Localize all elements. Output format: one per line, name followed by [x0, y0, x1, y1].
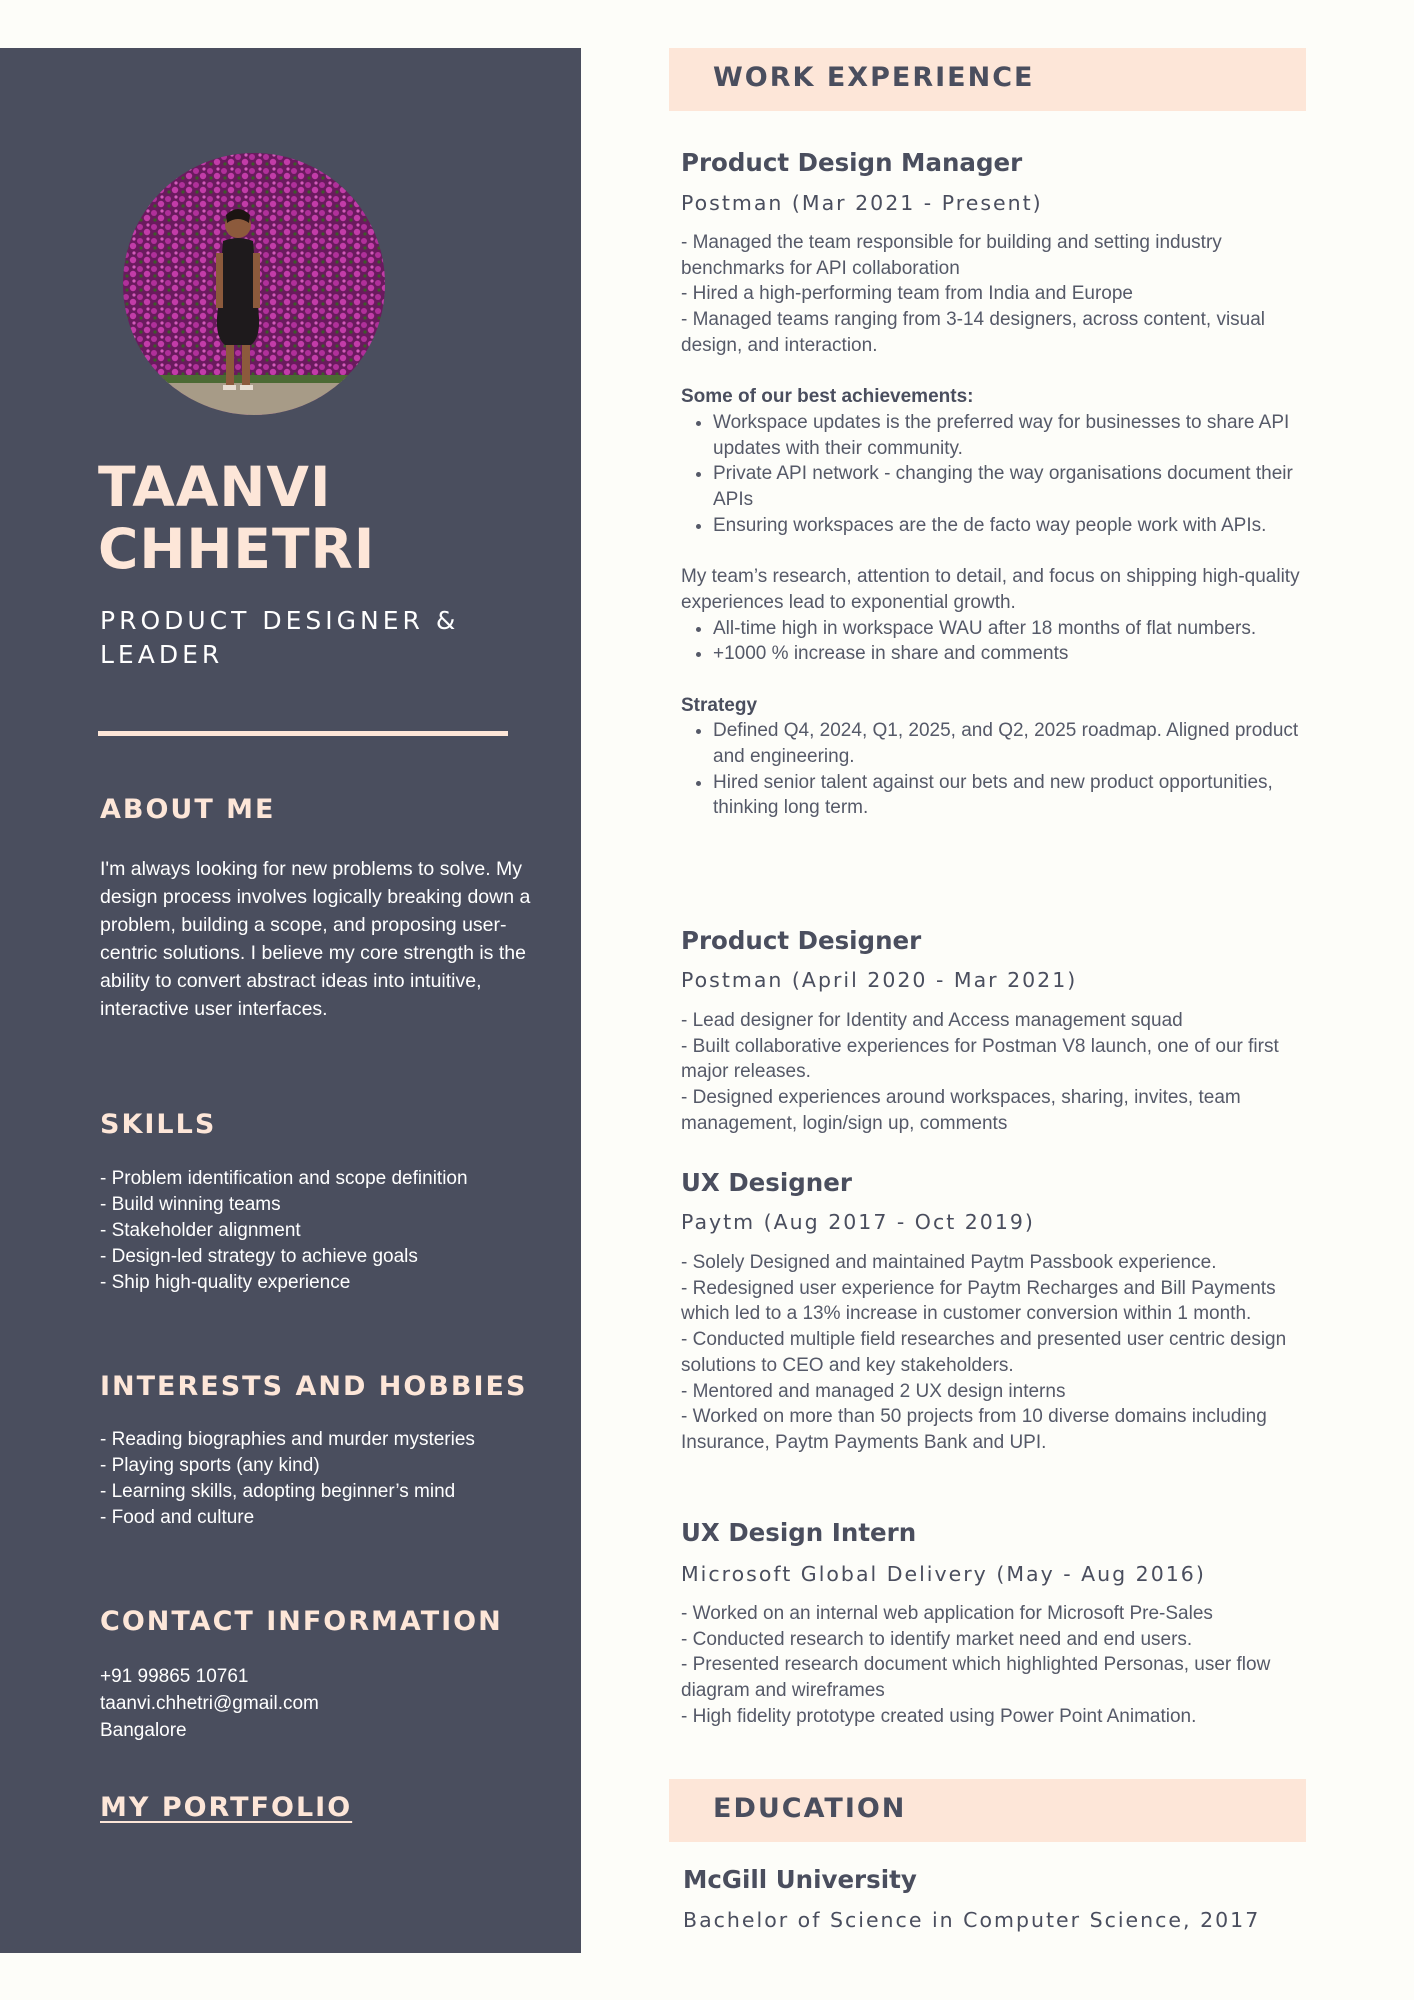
job-line: - Designed experiences around workspaces, sharing, invites, team management, login/sign up, comments: [681, 1087, 1241, 1134]
profile-photo-image: [123, 153, 385, 415]
list-item: - Food and culture: [100, 1507, 255, 1528]
strategy-heading: Strategy: [681, 694, 758, 716]
list-item: - Stakeholder alignment: [100, 1220, 301, 1241]
job-line: - Worked on an internal web application for Microsoft Pre-Sales: [681, 1603, 1213, 1624]
work-experience-heading: WORK EXPERIENCE: [713, 62, 1035, 93]
achievements-heading: Some of our best achievements:: [681, 386, 974, 408]
job-line: - Mentored and managed 2 UX design interns: [681, 1380, 1066, 1402]
job-title: UX Designer: [681, 1168, 852, 1197]
list-item: • Defined Q4, 2024, Q1, 2025, and Q2, 2025 roadmap. Aligned product and engineering.: [713, 718, 1311, 769]
name-line-2: CHHETRI: [98, 517, 376, 581]
list-item: • Ensuring workspaces are the de facto way people work with APIs.: [713, 513, 1311, 539]
job-line: - Hired a high-performing team from India and Europe: [681, 283, 1134, 305]
name-line-1: TAANVI: [98, 455, 332, 519]
achievements-list: [681, 410, 1311, 539]
list-item: • All-time high in workspace WAU after 18 months of flat numbers.: [713, 616, 1311, 642]
job-description: [681, 1601, 1311, 1730]
job-role: PRODUCT DESIGNER & LEADER: [100, 606, 460, 669]
job-line: - Managed teams ranging from 3-14 designers, across content, visual design, and interaction.: [681, 309, 1266, 356]
job-company: Postman (April 2020 - Mar 2021): [681, 968, 1078, 992]
skills-list: [100, 1166, 570, 1296]
list-item: - Ship high-quality experience: [100, 1272, 351, 1293]
list-item: • +1000 % increase in share and comments: [713, 641, 1311, 667]
job-company: Paytm (Aug 2017 - Oct 2019): [681, 1210, 1035, 1234]
list-item: - Reading biographies and murder mysteries: [100, 1429, 475, 1450]
school-name: McGill University: [683, 1865, 917, 1894]
job-line: - Managed the team responsible for building and setting industry benchmarks for API collaboration: [681, 232, 1222, 279]
contact-heading: CONTACT INFORMATION: [100, 1606, 503, 1637]
job-company: Microsoft Global Delivery (May - Aug 2016): [681, 1562, 1206, 1586]
job-line: - Redesigned user experience for Paytm Recharges and Bill Payments which led to a 13% increase in customer conversion within 1 month.: [681, 1277, 1276, 1325]
job-title: Product Design Manager: [681, 148, 1023, 177]
list-item: • Workspace updates is the preferred way for businesses to share API updates with their community.: [713, 410, 1311, 461]
job-line: - Conducted multiple field researches and presented user centric design solutions to CEO and key stakeholders.: [681, 1329, 1287, 1376]
work-experience-banner: [669, 48, 1306, 111]
interests-list: [100, 1427, 570, 1531]
job-line: - Presented research document which highlighted Personas, user flow diagram and wireframes: [681, 1654, 1271, 1702]
list-item: - Design-led strategy to achieve goals: [100, 1246, 418, 1267]
job-description: [681, 1008, 1311, 1137]
profile-photo: [123, 153, 385, 415]
portfolio-link[interactable]: MY PORTFOLIO: [100, 1792, 353, 1823]
growth-text: My team’s research, attention to detail, and focus on shipping high-quality experiences lead to exponential growth.: [681, 566, 1300, 613]
education-banner: [669, 1779, 1306, 1842]
strategy-list: [681, 718, 1311, 821]
job-company: Postman (Mar 2021 - Present): [681, 191, 1043, 215]
list-item: - Playing sports (any kind): [100, 1455, 320, 1476]
contact-phone[interactable]: +91 99865 10761: [100, 1666, 249, 1687]
person-name: [98, 456, 518, 580]
about-text: I'm always looking for new problems to solve. My design process involves logically breaking down a problem, building a scope, and proposing user-centric solutions. I believe my core strength is the ability to convert abstract ideas into intuitive, interactive user interfaces.: [100, 858, 531, 1020]
divider: [98, 731, 508, 736]
degree: Bachelor of Science in Computer Science, 2017: [683, 1908, 1261, 1932]
growth-list: [681, 616, 1311, 667]
job-title: UX Design Intern: [681, 1518, 917, 1547]
skills-heading: SKILLS: [100, 1109, 217, 1140]
list-item: - Build winning teams: [100, 1194, 281, 1215]
job-description: [681, 230, 1311, 821]
contact-city: Bangalore: [100, 1720, 187, 1741]
job-title: Product Designer: [681, 926, 922, 955]
job-line: - High fidelity prototype created using Power Point Animation.: [681, 1705, 1197, 1727]
contact-info: [100, 1663, 570, 1744]
sidebar: [0, 48, 581, 1953]
interests-heading: INTERESTS AND HOBBIES: [100, 1371, 528, 1402]
job-line: - Conducted research to identify market need and end users.: [681, 1628, 1193, 1650]
job-description: [681, 1250, 1311, 1456]
list-item: - Learning skills, adopting beginner’s mind: [100, 1481, 456, 1502]
contact-email[interactable]: taanvi.chhetri@gmail.com: [100, 1693, 319, 1714]
about-heading: ABOUT ME: [100, 794, 276, 825]
job-line: - Built collaborative experiences for Postman V8 launch, one of our first major releases.: [681, 1035, 1279, 1083]
list-item: • Hired senior talent against our bets and new product opportunities, thinking long term.: [713, 770, 1311, 821]
list-item: • Private API network - changing the way organisations document their APIs: [713, 461, 1311, 512]
education-heading: EDUCATION: [713, 1793, 907, 1824]
list-item: - Problem identification and scope definition: [100, 1168, 468, 1189]
job-line: - Solely Designed and maintained Paytm Passbook experience.: [681, 1252, 1217, 1273]
job-line: - Worked on more than 50 projects from 10 diverse domains including Insurance, Paytm Payments Bank and UPI.: [681, 1406, 1267, 1453]
job-line: - Lead designer for Identity and Access management squad: [681, 1010, 1183, 1031]
